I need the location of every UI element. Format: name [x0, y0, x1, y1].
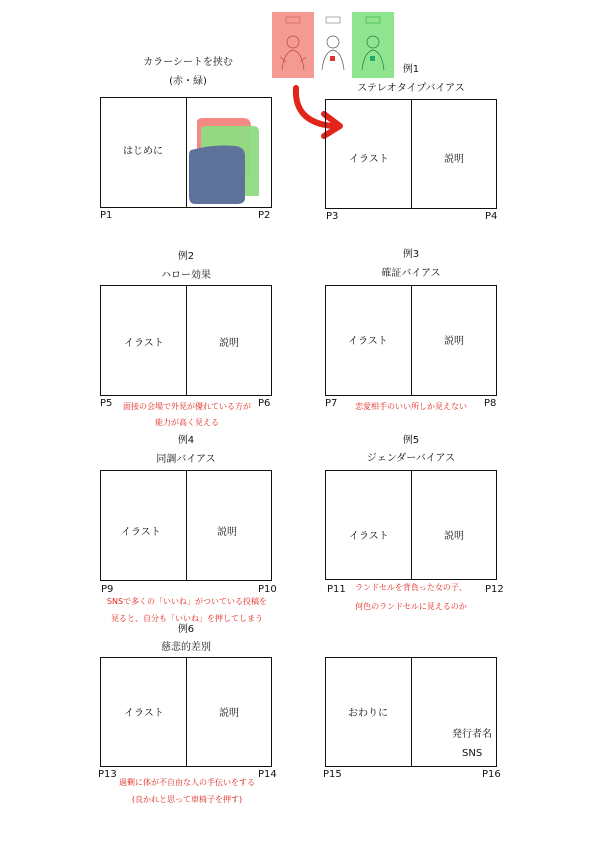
- spread-p11-p12: [325, 470, 497, 580]
- page-number-left: P1: [100, 210, 113, 221]
- page-number-left: P15: [323, 769, 342, 780]
- color-sheets-icon: [189, 116, 269, 208]
- page-number-left: P13: [98, 769, 117, 780]
- example-heading: 例6: [177, 624, 195, 635]
- example-heading: 例3: [402, 249, 420, 260]
- spine-divider: [186, 98, 187, 207]
- spread-p7-p8: [325, 285, 497, 396]
- spread-p3-p4: [325, 99, 497, 209]
- example-note-line2: 何色のランドセルに見えるのか: [355, 602, 467, 611]
- right-page-text: 説明: [444, 336, 464, 347]
- example-note: 面接の会場で外見が優れている方が: [123, 402, 251, 411]
- page-number-left: P5: [100, 398, 113, 409]
- example-heading: 例1: [402, 64, 420, 75]
- left-page-text: おわりに: [348, 708, 388, 719]
- page-number-right: P4: [485, 211, 498, 222]
- example-title: ジェンダーバイアス: [366, 453, 456, 464]
- example-heading: 例4: [177, 435, 195, 446]
- page-number-right: P14: [258, 769, 277, 780]
- page-number-left: P11: [327, 584, 346, 595]
- example-note-line2: 能力が高く見える: [155, 418, 219, 427]
- spine-divider: [186, 658, 187, 766]
- spread-p5-p6: [100, 285, 272, 396]
- spine-divider: [186, 286, 187, 395]
- page-number-right: P6: [258, 398, 271, 409]
- page-number-right: P12: [485, 584, 504, 595]
- intro-sub-label: (赤・緑): [169, 76, 207, 87]
- spread-p9-p10: [100, 470, 272, 581]
- example-heading: 例5: [402, 435, 420, 446]
- example-title: 慈悲的差別: [161, 642, 211, 653]
- example-note: SNSで多くの「いいね」がついている投稿を: [106, 597, 268, 606]
- page-number-left: P9: [101, 584, 114, 595]
- spine-divider: [411, 286, 412, 395]
- example-note-line2: 見ると、自分も「いいね」を押してしまう: [111, 614, 263, 623]
- left-page-text: イラスト: [124, 338, 164, 349]
- left-page-text: イラスト: [349, 531, 389, 542]
- right-page-text: 説明: [217, 527, 237, 538]
- right-page-text: 説明: [219, 338, 239, 349]
- spine-divider: [411, 658, 412, 766]
- illustration-sketch-icon: [272, 12, 314, 78]
- example-heading: 例2: [177, 251, 195, 262]
- left-page-text: イラスト: [124, 708, 164, 719]
- example-title: 同調バイアス: [156, 454, 216, 465]
- intro-label: カラーシートを挟む: [143, 57, 233, 68]
- spread-p1-p2: [100, 97, 272, 208]
- publisher-name: 発行者名: [452, 729, 492, 740]
- spread-p13-p14: [100, 657, 272, 767]
- left-page-text: イラスト: [349, 154, 389, 165]
- right-page-text: 説明: [219, 708, 239, 719]
- spine-divider: [186, 471, 187, 580]
- example-note-line2: (良かれと思って車椅子を押す): [131, 795, 243, 804]
- page-number-right: P10: [258, 584, 277, 595]
- spine-divider: [411, 471, 412, 579]
- thumbnail-red-sheet: [272, 12, 314, 78]
- spread-p15-p16: [325, 657, 497, 767]
- left-page-text: イラスト: [348, 336, 388, 347]
- spine-divider: [411, 100, 412, 208]
- left-page-text: イラスト: [121, 527, 161, 538]
- right-page-text: 説明: [444, 154, 464, 165]
- publisher-sns: SNS: [462, 748, 483, 759]
- example-title: 確証バイアス: [381, 268, 441, 279]
- page-number-left: P7: [325, 398, 338, 409]
- page-number-left: P3: [326, 211, 339, 222]
- right-page-text: 説明: [444, 531, 464, 542]
- example-note: 過剰に体が不自由な人の手伝いをする: [119, 778, 255, 787]
- example-note: ランドセルを背負った女の子、: [355, 583, 467, 592]
- example-title: ステレオタイプバイアス: [357, 83, 465, 94]
- page-number-right: P8: [484, 398, 497, 409]
- example-note: 恋愛相手のいい所しか見えない: [355, 402, 467, 411]
- example-title: ハロー効果: [161, 270, 211, 281]
- page-number-right: P2: [258, 210, 271, 221]
- left-page-text: はじめに: [123, 146, 163, 157]
- page-number-right: P16: [482, 769, 501, 780]
